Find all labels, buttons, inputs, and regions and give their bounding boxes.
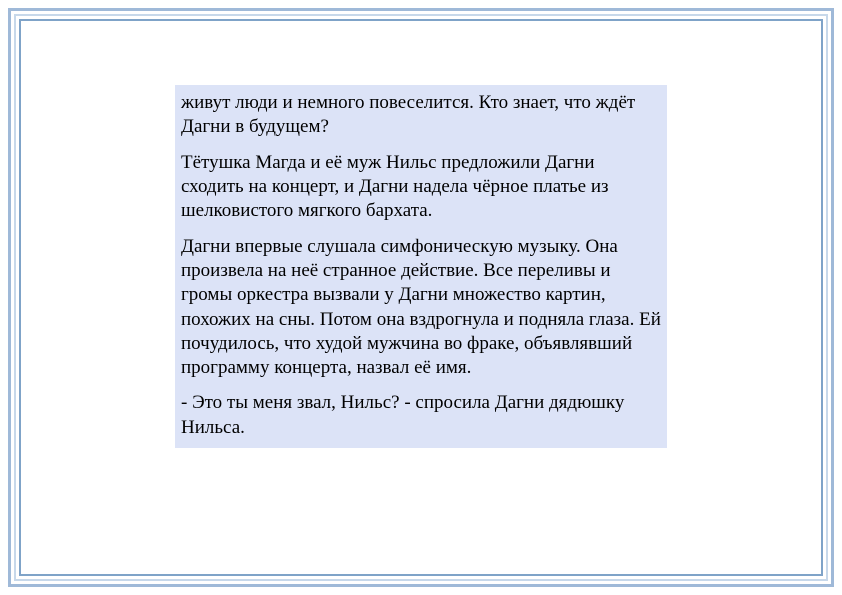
paragraph: - Это ты меня звал, Нильс? - спросила Дагни дядюшку Нильса. — [181, 392, 625, 438]
paragraph: живут люди и немного повеселится. Кто знает, что ждёт Дагни в будущем? — [181, 92, 636, 138]
slide-content-area — [30, 30, 812, 565]
highlighted-text-block — [175, 85, 667, 448]
paragraph: Тётушка Магда и её муж Нильс предложили Дагни сходить на концерт, и Дагни надела чёрное платье из шелковистого мягкого бархата. — [181, 151, 609, 222]
paragraph: Дагни впервые слушала симфоническую музыку. Она произвела на неё странное действие. Все переливы и громы оркестра вызвали у Дагни множество картин, похожих на сны. Потом она вздрогнула и подняла глаза. Ей почудилось, что худой мужчина во фраке, объявлявший программу концерта, назвал её имя. — [181, 235, 661, 379]
